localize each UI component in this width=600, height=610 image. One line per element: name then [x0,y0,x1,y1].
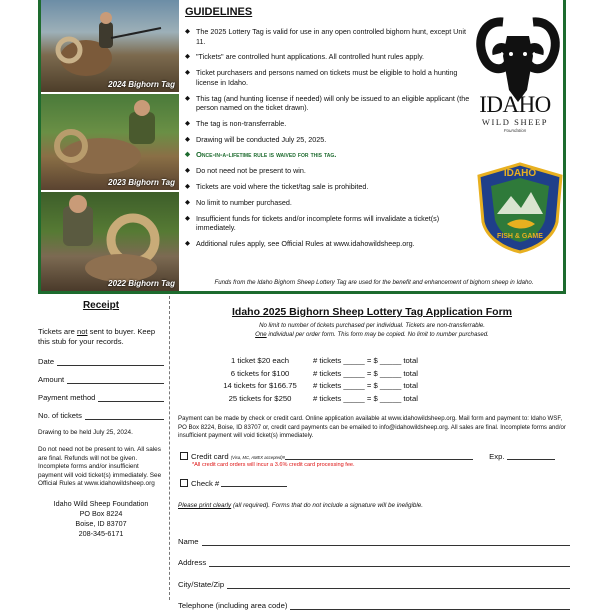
receipt-date-field[interactable]: Date [38,357,164,366]
photo-column [41,0,179,291]
logo-wild-sheep-text: WILD SHEEP [467,117,563,127]
receipt-intro: Tickets are not sent to buyer. Keep this stub for your records. [38,327,164,347]
receipt-payment-method-field[interactable]: Payment method [38,393,164,402]
receipt-amount-field[interactable]: Amount [38,375,164,384]
logo-foundation-text: Foundation [467,128,563,133]
credit-card-label: Credit card [191,452,229,461]
application-form [177,306,567,339]
guideline-item: ◆ The tag is non-transferrable. [185,119,470,129]
badge-fish-game-text: FISH & GAME [497,233,543,240]
photo-2022-tag [41,192,179,291]
check-label: Check # [191,479,219,488]
guideline-item: ◆ Tickets are void where the ticket/tag sale is prohibited. [185,182,470,192]
payment-instructions: Payment can be made by check or credit card. Online application available at www.idahowildsheep.org. Mail form and payment to: Idaho WSF, PO Box 8224, Boise, ID 83707 or, credit card payments can be emailed to info@idahowildsheep.org. All sales are final. Incomplete forms and/or insufficient payment will void ticket(s) immediately. [178,415,570,441]
price-row[interactable]: 1 ticket $20 each # tickets _____ = $ _____ total [207,354,418,367]
receipt-stub [38,300,164,539]
cc-accepted-note: (Visa, MC, AMEX accepted) [231,455,283,460]
guideline-item: ◆ Additional rules apply, see Official Rules at www.idahowildsheep.org. [185,239,470,249]
logo-idaho-text: IDAHO [467,92,563,118]
credit-card-checkbox[interactable] [180,452,188,460]
photo-2023-tag [41,94,179,190]
guideline-item: ◆ The 2025 Lottery Tag is valid for use in any open controlled bighorn hunt, except Unit 11. [185,27,470,46]
exp-field[interactable] [507,452,555,460]
telephone-field[interactable]: Telephone (including area code) [178,589,570,610]
address-field[interactable]: Address [178,546,570,568]
hunter-photo-2024 [41,0,179,92]
credit-card-section: Credit card (Visa, MC, AMEX accepted)# Exp. *All credit card orders will incur a 3.6% credit card processing fee. Check # [180,452,570,488]
photo-caption: 2022 Bighorn Tag [108,279,175,288]
receipt-phone: 208-345-6171 [38,529,164,539]
guidelines-section [185,6,470,255]
guideline-item: ◆ This tag (and hunting license if needed) will only be issued to an eligible applicant (the person named on the ticket drawn). [185,94,470,113]
receipt-num-tickets-field[interactable]: No. of tickets [38,411,164,420]
guideline-item: ◆ Insufficient funds for tickets and/or incomplete forms will invalidate a ticket(s) immediately. [185,214,470,233]
check-number-field[interactable] [221,479,287,487]
cut-line-divider [169,296,170,600]
photo-caption: 2024 Bighorn Tag [108,80,175,89]
receipt-rules: Do not need not be present to win. All sales are final. Refunds will not be given. Incomplete forms and/or insufficient payment will void ticket(s) immediately. See Official Rules at www.idahowildsheep.org [38,446,164,488]
receipt-drawing-date: Drawing to be held July 25, 2024. [38,429,164,437]
city-state-zip-field[interactable]: City/State/Zip [178,567,570,589]
photo-caption: 2023 Bighorn Tag [108,178,175,187]
photo-2024-tag [41,0,179,92]
cc-surcharge-note: *All credit card orders will incur a 3.6% credit card processing fee. [192,462,570,468]
guidelines-list [185,27,470,249]
name-field[interactable]: Name [178,524,570,546]
applicant-fields [178,502,570,610]
guideline-item: ◆ "Tickets" are controlled hunt applications. All controlled hunt rules apply. [185,52,470,62]
price-row[interactable]: 25 tickets for $250 # tickets _____ = $ _____ total [207,392,418,405]
receipt-org-name: Idaho Wild Sheep Foundation [38,499,164,509]
hunter-photo-2023 [41,94,179,190]
guideline-item: ◆ No limit to number purchased. [185,198,470,208]
card-number-field[interactable] [285,452,473,460]
exp-label: Exp. [489,452,504,461]
check-checkbox[interactable] [180,479,188,487]
funds-note: Funds from the Idaho Bighorn Sheep Lottery Tag are used for the benefit and enhancement of bighorn sheep in Idaho. [181,279,567,286]
fish-and-game-badge-icon [477,162,563,254]
price-row[interactable]: 6 tickets for $100 # tickets _____ = $ _____ total [207,367,418,380]
badge-idaho-text: IDAHO [504,168,536,179]
receipt-city: Boise, ID 83707 [38,519,164,529]
guideline-item: ◆ Do not need not be present to win. [185,166,470,176]
guideline-item: ◆ Drawing will be conducted July 25, 2025. [185,135,470,145]
guideline-item-highlight: ◆ Once-in-a-lifetime rule is waived for this tag. [185,150,470,160]
top-panel [38,0,566,294]
ticket-price-table [207,354,418,405]
receipt-title: Receipt [38,300,164,311]
price-row[interactable]: 14 tickets for $166.75 # tickets _____ = $ _____ total [207,380,418,393]
form-notes: No limit to number of tickets purchased per individual. Tickets are non-transferrable. One individual per order form. This form may be copied. No limit to number purchased. [177,322,567,339]
print-instructions: Please print clearly (all required). Forms that do not include a signature will be ineligible. [178,502,570,509]
hunter-photo-2022 [41,192,179,291]
receipt-po-box: PO Box 8224 [38,509,164,519]
guideline-item: ◆ Ticket purchasers and persons named on tickets must be eligible to hold a hunting license in Idaho. [185,68,470,87]
form-title: Idaho 2025 Bighorn Sheep Lottery Tag Application Form [177,306,567,318]
guidelines-title: GUIDELINES [185,6,470,18]
